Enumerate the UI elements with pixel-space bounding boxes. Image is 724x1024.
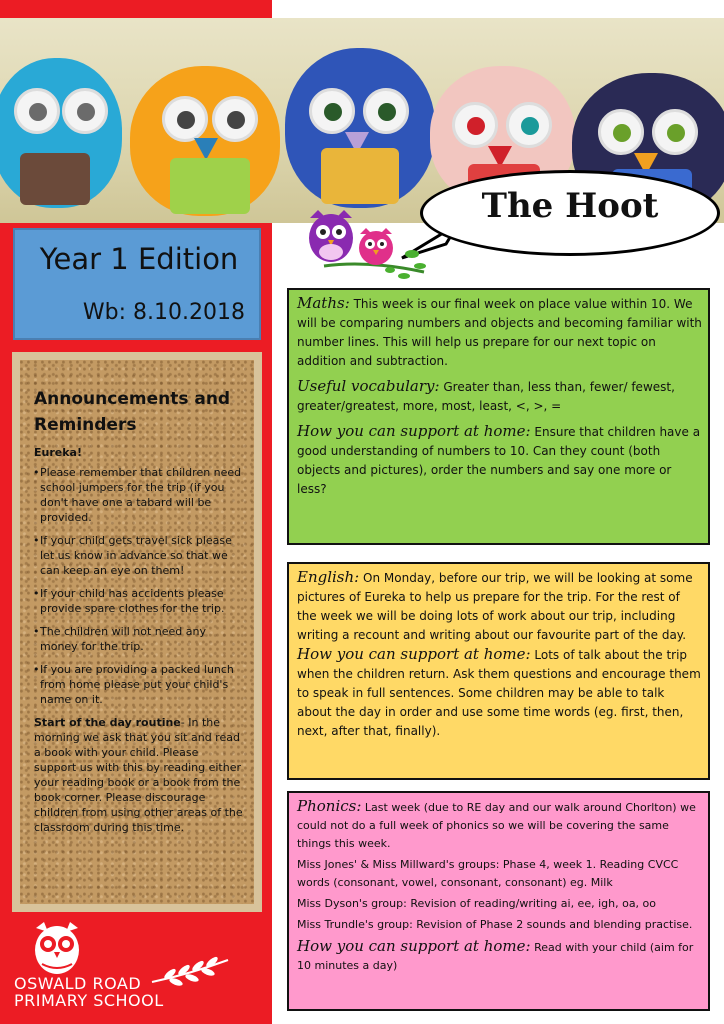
maths-text: This week is our final week on place value within 10. We will be comparing numbers and objects and becoming familiar with number lines. This will help us prepare for our next topic on addition and subtraction. bbox=[297, 297, 702, 368]
vocabulary-heading: Useful vocabulary: bbox=[297, 377, 440, 395]
announcements-subtitle: Eureka! bbox=[34, 446, 82, 459]
vocabulary-text: Greater than, less than, fewer/ fewest, greater/greatest, more, most, least, <, >, = bbox=[297, 380, 675, 413]
phonics-group-1: Miss Jones' & Miss Millward's groups: Phase 4, week 1. Reading CVCC words (consonant, vowel, consonant, consonant) eg. Milk bbox=[297, 858, 679, 889]
school-owl-logo-icon bbox=[28, 920, 86, 978]
list-item: • If you are providing a packed lunch from home please put your child's name on it. bbox=[34, 662, 244, 707]
maths-support bbox=[297, 422, 702, 499]
leaf-sprig-icon bbox=[150, 952, 230, 986]
corkboard bbox=[20, 360, 254, 904]
edition-title: Year 1 Edition bbox=[39, 242, 239, 276]
english-text: On Monday, before our trip, we will be looking at some pictures of Eureka to help us prepare for the trip. For the rest of the week we will be doing lots of work about our trip, including writing a recount and writing about our favourite part of the day. bbox=[297, 571, 693, 642]
list-item: • Please remember that children need school jumpers for the trip (if you don't have one a tabard will be provided. bbox=[34, 465, 244, 525]
maths-support-heading: How you can support at home: bbox=[297, 422, 531, 440]
newsletter-title: The Hoot bbox=[481, 186, 659, 226]
english-support-text: Lots of talk about the trip when the children return. Ask them questions and encourage them to speak in full sentences. Some children may be able to talk about the day in order and use some time words (eg. first, then, next, after that, finally). bbox=[297, 648, 701, 738]
week-beginning-date: Wb: 8.10.2018 bbox=[82, 300, 245, 325]
phonics-intro bbox=[297, 797, 702, 853]
phonics-support-heading: How you can support at home: bbox=[297, 937, 531, 955]
phonics-heading: Phonics: bbox=[297, 797, 362, 815]
routine-heading: Start of the day routine bbox=[34, 716, 181, 729]
phonics-group-2: Miss Dyson's group: Revision of reading/writing ai, ee, igh, oa, oo bbox=[297, 897, 657, 910]
owls-on-branch-icon bbox=[304, 208, 432, 284]
phonics-panel bbox=[287, 791, 710, 1011]
owl-decoration-2 bbox=[130, 66, 280, 216]
maths-support-text: Ensure that children have a good understanding of numbers to 10. Can they count (both objects and pictures), order the numbers and say one more or less? bbox=[297, 425, 701, 496]
english-support bbox=[297, 645, 702, 741]
routine-text: - In the morning we ask that you sit and read a book with your child. Please support us with this by reading either your reading book or a book from the book corner. Please discourage children from using other areas of the classroom during this time. bbox=[34, 716, 243, 834]
phonics-text: Last week (due to RE day and our walk around Chorlton) we could not do a full week of phonics so we will be covering the same things this week. bbox=[297, 801, 696, 850]
announcements-title: Announcements and Reminders bbox=[34, 389, 231, 435]
english-support-heading: How you can support at home: bbox=[297, 645, 531, 663]
edition-box bbox=[13, 228, 261, 340]
maths-heading: Maths: bbox=[297, 294, 350, 312]
list-item: • If your child has accidents please provide spare clothes for the trip. bbox=[34, 586, 244, 616]
maths-panel bbox=[287, 288, 710, 545]
list-item: • If your child gets travel sick please let us know in advance so that we can keep an eye on them! bbox=[34, 533, 244, 578]
corkboard-frame bbox=[12, 352, 262, 912]
school-name-line-1: OSWALD ROAD bbox=[14, 974, 142, 993]
routine-paragraph bbox=[34, 715, 244, 835]
maths-intro bbox=[297, 294, 702, 371]
school-name bbox=[14, 975, 164, 1009]
list-item: • The children will not need any money for the trip. bbox=[34, 624, 244, 654]
owl-decoration-3 bbox=[285, 48, 435, 208]
english-panel bbox=[287, 562, 710, 780]
owl-decoration-1 bbox=[0, 58, 122, 208]
phonics-support-text: Read with your child (aim for 10 minutes a day) bbox=[297, 941, 694, 972]
maths-vocabulary bbox=[297, 377, 702, 416]
school-name-line-2: PRIMARY SCHOOL bbox=[14, 991, 164, 1010]
phonics-support bbox=[297, 937, 702, 975]
english-heading: English: bbox=[297, 568, 360, 586]
phonics-group-3: Miss Trundle's group: Revision of Phase 2 sounds and blending practise. bbox=[297, 918, 693, 931]
announcements-list bbox=[34, 465, 244, 707]
english-intro bbox=[297, 568, 702, 645]
